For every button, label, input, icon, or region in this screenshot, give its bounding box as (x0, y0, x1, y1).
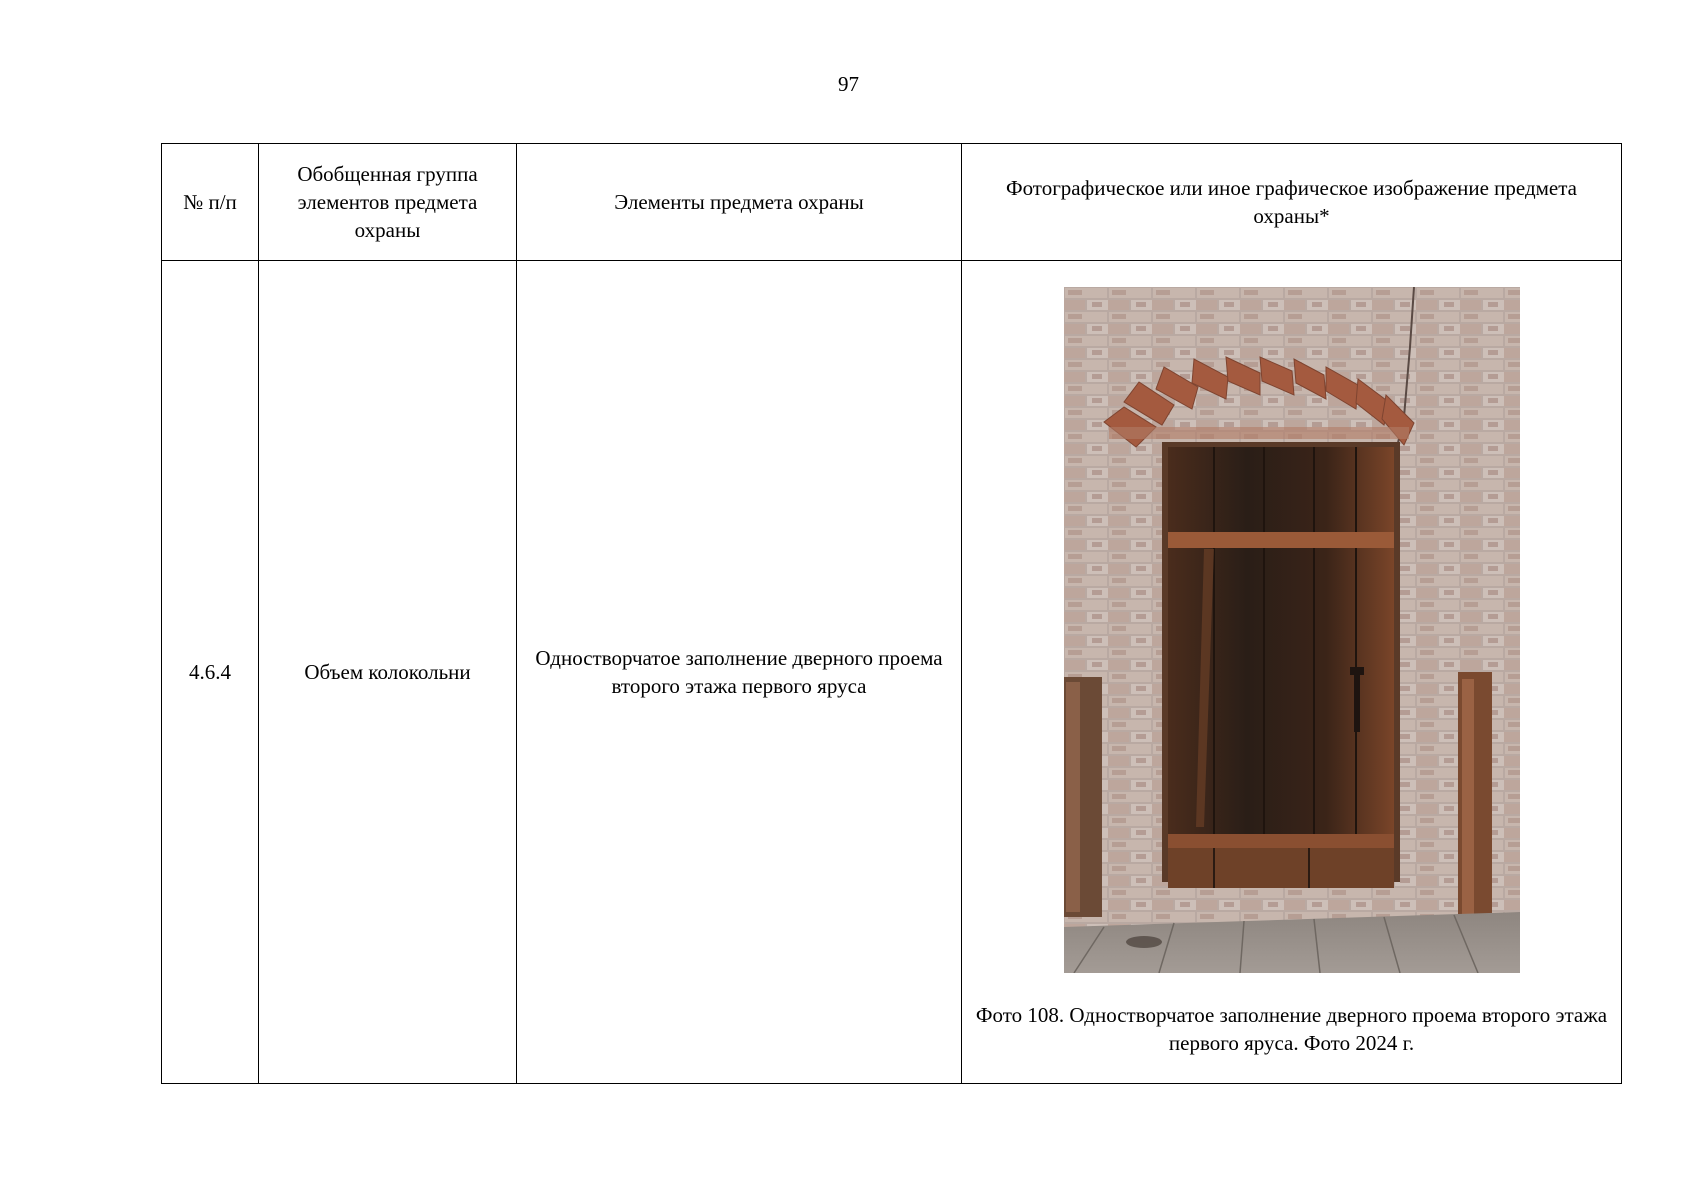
table-header-row (162, 144, 1622, 261)
photo-caption: Фото 108. Одностворчатое заполнение дверного проема второго этажа первого яруса. Фото 2024 г. (975, 1003, 1608, 1055)
header-group: Обобщенная группа элементов предмета охраны (259, 144, 517, 261)
row-element: Одностворчатое заполнение дверного проема второго этажа первого яруса (517, 261, 962, 1084)
door-photo (1064, 287, 1520, 973)
table-row (162, 261, 1622, 1084)
header-image: Фотографическое или иное графическое изображение предмета охраны* (962, 144, 1622, 261)
row-group: Объем колокольни (259, 261, 517, 1084)
row-photo-cell (962, 261, 1622, 1084)
header-number: № п/п (162, 144, 259, 261)
page-number: 97 (838, 72, 859, 96)
heritage-elements-table (161, 143, 1622, 1084)
header-elements: Элементы предмета охраны (517, 144, 962, 261)
row-number: 4.6.4 (162, 261, 259, 1084)
